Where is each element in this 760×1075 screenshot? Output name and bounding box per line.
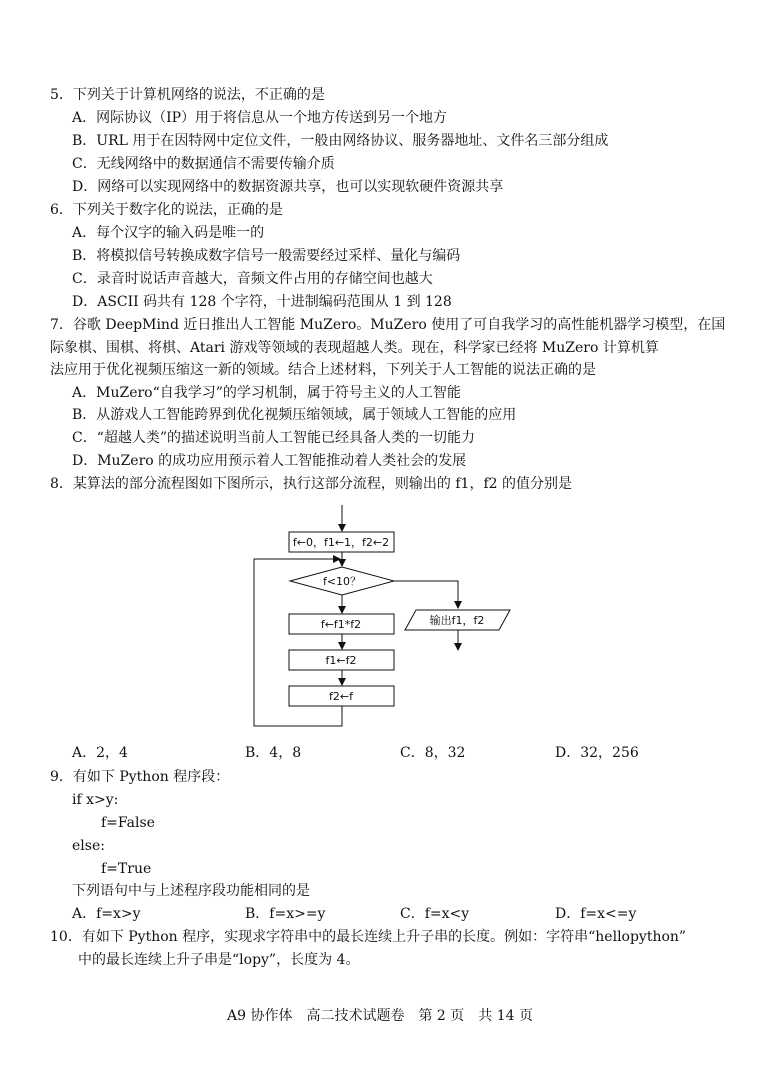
q9-code-line-4: f=True xyxy=(101,861,152,877)
flow-step3-text: f2←f xyxy=(329,690,353,703)
flow-exit-line xyxy=(394,581,458,608)
q7-stem-line-1: 7．谷歌 DeepMind 近日推出人工智能 MuZero。MuZero 使用了可自我学习的高性能机器学习模型，在国 xyxy=(50,317,726,333)
q7-stem-line-3: 法应用于优化视频压缩这一新的领域。结合上述材料，下列关于人工智能的说法正确的是 xyxy=(50,362,596,378)
q8-option-b: B．4，8 xyxy=(245,745,302,761)
q9-option-d: D．f=x<=y xyxy=(555,906,637,922)
q6-option-a: A．每个汉字的输入码是唯一的 xyxy=(72,225,265,241)
q9-option-c: C．f=x<y xyxy=(400,906,470,922)
q9-stem: 9．有如下 Python 程序段： xyxy=(50,769,230,785)
q9-question: 下列语句中与上述程序段功能相同的是 xyxy=(72,883,310,899)
q5-option-b: B．URL 用于在因特网中定位文件，一般由网络协议、服务器地址、文件名三部分组成 xyxy=(72,133,609,149)
q5-option-c: C．无线网络中的数据通信不需要传输介质 xyxy=(72,156,335,172)
flow-condition-text: f<10？ xyxy=(322,575,362,588)
q9-code-line-2: f=False xyxy=(101,815,155,831)
q10-stem-line-2: 中的最长连续上升子串是“lopy”，长度为 4。 xyxy=(78,952,360,968)
q6-option-c: C．录音时说话声音越大，音频文件占用的存储空间也越大 xyxy=(72,271,433,287)
q8-option-d: D．32，256 xyxy=(555,745,639,761)
q8-stem: 8．某算法的部分流程图如下图所示，执行这部分流程，则输出的 f1，f2 的值分别是 xyxy=(50,476,572,492)
q9-option-a: A．f=x>y xyxy=(72,906,141,922)
flow-step1-text: f←f1*f2 xyxy=(320,618,362,631)
flow-step2-text: f1←f2 xyxy=(325,654,357,667)
q8-option-a: A．2，4 xyxy=(72,745,128,761)
q9-option-b: B．f=x>=y xyxy=(245,906,326,922)
q9-code-line-1: if x>y: xyxy=(72,792,119,808)
q6-option-b: B．将模拟信号转换成数字信号一般需要经过采样、量化与编码 xyxy=(72,248,461,264)
q8-flowchart xyxy=(240,500,530,735)
q7-stem-line-2: 际象棋、围棋、将棋、Atari 游戏等领域的表现超越人类。现在，科学家已经将 MuZero 计算机算 xyxy=(50,340,659,356)
q10-stem-line-1: 10．有如下 Python 程序，实现求字符串中的最长连续上升子串的长度。例如：字符串“hellopython” xyxy=(50,929,687,945)
q7-option-a: A．MuZero“自我学习”的学习机制，属于符号主义的人工智能 xyxy=(72,385,461,401)
q7-option-c: C．“超越人类”的描述说明当前人工智能已经具备人类的一切能力 xyxy=(72,430,476,446)
q6-stem: 6．下列关于数字化的说法，正确的是 xyxy=(50,202,283,218)
q8-option-c: C．8，32 xyxy=(400,745,466,761)
q9-code-line-3: else: xyxy=(72,838,105,854)
q7-option-d: D．MuZero 的成功应用预示着人工智能推动着人类社会的发展 xyxy=(72,453,467,469)
flow-init-text: f←0，f1←1，f2←2 xyxy=(292,536,390,549)
q5-option-a: A．网际协议（IP）用于将信息从一个地方传送到另一个地方 xyxy=(72,110,448,126)
q7-option-b: B．从游戏人工智能跨界到优化视频压缩领域，属于领域人工智能的应用 xyxy=(72,407,517,423)
flow-output-text: 输出f1，f2 xyxy=(429,614,485,627)
q5-stem: 5．下列关于计算机网络的说法，不正确的是 xyxy=(50,87,325,103)
q6-option-d: D．ASCII 码共有 128 个字符，十进制编码范围从 1 到 128 xyxy=(72,294,452,310)
page-footer: A9 协作体 高二技术试题卷 第 2 页 共 14 页 xyxy=(227,1008,533,1024)
q5-option-d: D．网络可以实现网络中的数据资源共享，也可以实现软硬件资源共享 xyxy=(72,179,504,195)
